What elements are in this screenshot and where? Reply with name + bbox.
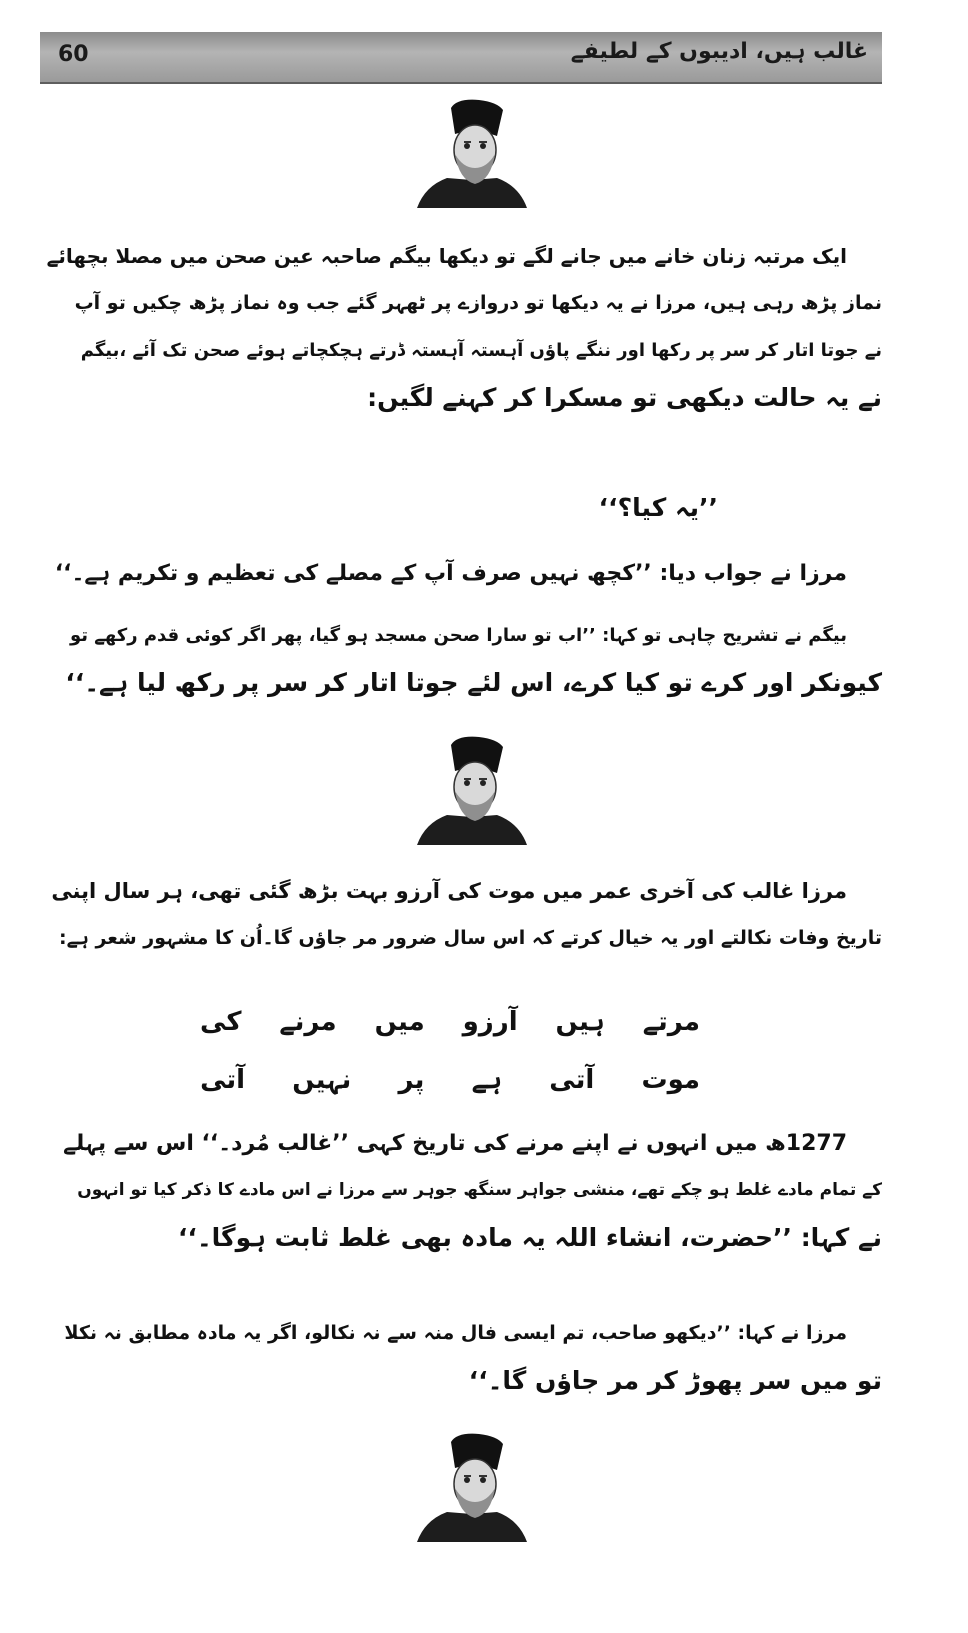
verse-word: مرنے xyxy=(279,1007,337,1037)
ghalib-portrait-image xyxy=(417,98,527,208)
verse-word: موت xyxy=(641,1065,700,1095)
verse-word: پر xyxy=(398,1065,425,1095)
text-line: مرزا غالب کی آخری عمر میں موت کی آرزو بہت بڑھ گئی تھی، ہر سال اپنی xyxy=(51,879,847,903)
verse-word: میں xyxy=(374,1007,425,1037)
text-line: نے کہا: ’’حضرت، انشاء اللہ یہ مادہ بھی غلط ثابت ہوگا۔‘‘ xyxy=(178,1223,882,1252)
text-line: کیونکر اور کرے تو کیا کرے، اس لئے جوتا اتار کر سر پر رکھ لیا ہے۔‘‘ xyxy=(65,668,882,697)
text-line: 1277ھ میں انہوں نے اپنے مرنے کی تاریخ کہی ’’غالب مُرد۔‘‘ اس سے پہلے xyxy=(63,1131,847,1156)
text-line: مرزا نے جواب دیا: ’’کچھ نہیں صرف آپ کے مصلے کی تعظیم و تکریم ہے۔‘‘ xyxy=(54,561,847,586)
verse-word: ہے xyxy=(471,1065,503,1095)
verse-line-1 xyxy=(200,1000,700,1044)
verse-word: ہیں xyxy=(555,1007,605,1037)
text-line: کے تمام مادے غلط ہو چکے تھے، منشی جواہر سنگھ جوہر سے مرزا نے اس مادے کا ذکر کیا تو انہوں xyxy=(77,1180,882,1200)
running-title: غالب ہیں، ادیبوں کے لطیفے xyxy=(570,39,868,64)
text-line: نے یہ حالت دیکھی تو مسکرا کر کہنے لگیں: xyxy=(367,383,882,412)
text-line: نماز پڑھ رہی ہیں، مرزا نے یہ دیکھا تو دروازے پر ٹھہر گئے جب وہ نماز پڑھ چکیں تو آپ xyxy=(74,292,882,314)
text-line: تو میں سر پھوڑ کر مر جاؤں گا۔‘‘ xyxy=(468,1366,882,1395)
verse-word: آتی xyxy=(549,1065,595,1095)
verse-word: مرتے xyxy=(642,1007,700,1037)
anecdote2-intro xyxy=(40,868,882,962)
verse-word: آتی xyxy=(200,1065,246,1095)
verse-word: کی xyxy=(200,1007,242,1037)
verse-line-2 xyxy=(200,1058,700,1102)
page-number: 60 xyxy=(58,42,89,67)
verse-word: آرزو xyxy=(462,1007,518,1037)
text-line: نے جوتا اتار کر سر پر رکھا اور ننگے پاؤں آہستہ آہستہ ڈرتے ہچکچاتے ہوئے صحن تک آئے ،بیگم xyxy=(80,340,882,361)
text-line: ایک مرتبہ زنان خانے میں جانے لگے تو دیکھا بیگم صاحبہ عین صحن میں مصلا بچھائے xyxy=(46,244,847,268)
verse-word: نہیں xyxy=(292,1065,352,1095)
anecdote1-paragraph xyxy=(40,233,882,421)
ghalib-portrait-image xyxy=(417,735,527,845)
page-header xyxy=(40,32,882,84)
text-line: مرزا نے کہا: ’’دیکھو صاحب، تم ایسی فال منہ سے نہ نکالو، اگر یہ مادہ مطابق نہ نکلا xyxy=(64,1322,847,1344)
anecdote2-reply xyxy=(40,1310,882,1404)
begum-question: ’’یہ کیا؟‘‘ xyxy=(598,493,718,522)
mirza-reply xyxy=(40,550,882,597)
text-line: تاریخ وفات نکالتے اور یہ خیال کرتے کہ اس سال ضرور مر جاؤں گا۔اُن کا مشہور شعر ہے: xyxy=(58,927,882,949)
anecdote1-explanation xyxy=(40,612,882,706)
ghalib-portrait-image xyxy=(417,1432,527,1542)
text-line: بیگم نے تشریح چاہی تو کہا: ’’اب تو سارا صحن مسجد ہو گیا، پھر اگر کوئی قدم رکھے تو xyxy=(70,625,847,646)
anecdote2-body xyxy=(40,1120,882,1261)
